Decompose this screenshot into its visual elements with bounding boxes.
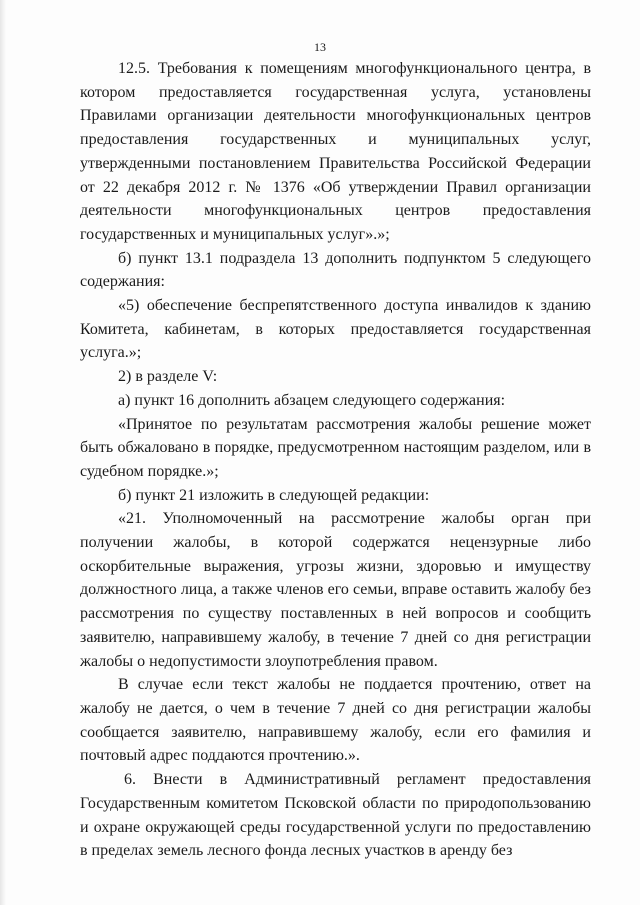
page-number: 13 [314, 40, 326, 54]
paragraph-quote-21: «21. Уполномоченный на рассмотрение жалобы орган при получении жалобы, в которой содержатся нецензурные либо оскорбительные выражения, угрозы жизни, здоровью и имуществу должностного лица, а также членов его семьи, вправе оставить жалобу без рассмотрения по существу поставленных в ней вопросов и сообщить заявителю, направившему жалобу, в течение 7 дней со дня регистрации жалобы о недопустимости злоупотребления правом. [80, 510, 591, 670]
paragraph-unreadable-complaint: В случае если текст жалобы не поддается прочтению, ответ на жалобу не дается, о чем в течение 7 дней со дня регистрации жалобы сообщается заявителю, направившему жалобу, если его фамилия и почтовый адрес поддаются прочтению.». [80, 676, 591, 765]
paragraph-section-v: 2) в разделе V: [118, 368, 218, 386]
paragraph-b-21: б) пункт 21 изложить в следующей редакции: [118, 486, 430, 504]
body-text [80, 57, 591, 863]
scan-edge [0, 0, 6, 905]
paragraph-quote-decision: «Принятое по результатам рассмотрения жалобы решение может быть обжаловано в порядке, предусмотренном настоящим разделом, или в судебном порядке.»; [80, 415, 591, 480]
paragraph-a-16: а) пункт 16 дополнить абзацем следующего содержания: [118, 391, 506, 409]
paragraph-6: 6. Внести в Административный регламент предоставления Государственным комитетом Псковской области по природопользованию и охране окружающей среды государственной услуги по предоставлению в пределах земель лесного фонда лесных участков в аренду без [80, 771, 591, 860]
paragraph-b-13-1: б) пункт 13.1 подраздела 13 дополнить подпунктом 5 следующего содержания: [80, 249, 591, 291]
paragraph-quote-5: «5) обеспечение беспрепятственного доступа инвалидов к зданию Комитета, кабинетам, в которых предоставляется государственная услуга.»; [80, 297, 591, 362]
paragraph-12-5: 12.5. Требования к помещениям многофункционального центра, в котором предоставляется государственная услуга, установлены Правилами организации деятельности многофункциональных центров предоставления государственных и муниципальных услуг, утвержденными постановлением Правительства Российской Федерации от 22 декабря 2012 г. № 1376 «Об утверждении Правил организации деятельности многофункциональных центров предоставления государственных и муниципальных услуг».»; [80, 60, 591, 243]
